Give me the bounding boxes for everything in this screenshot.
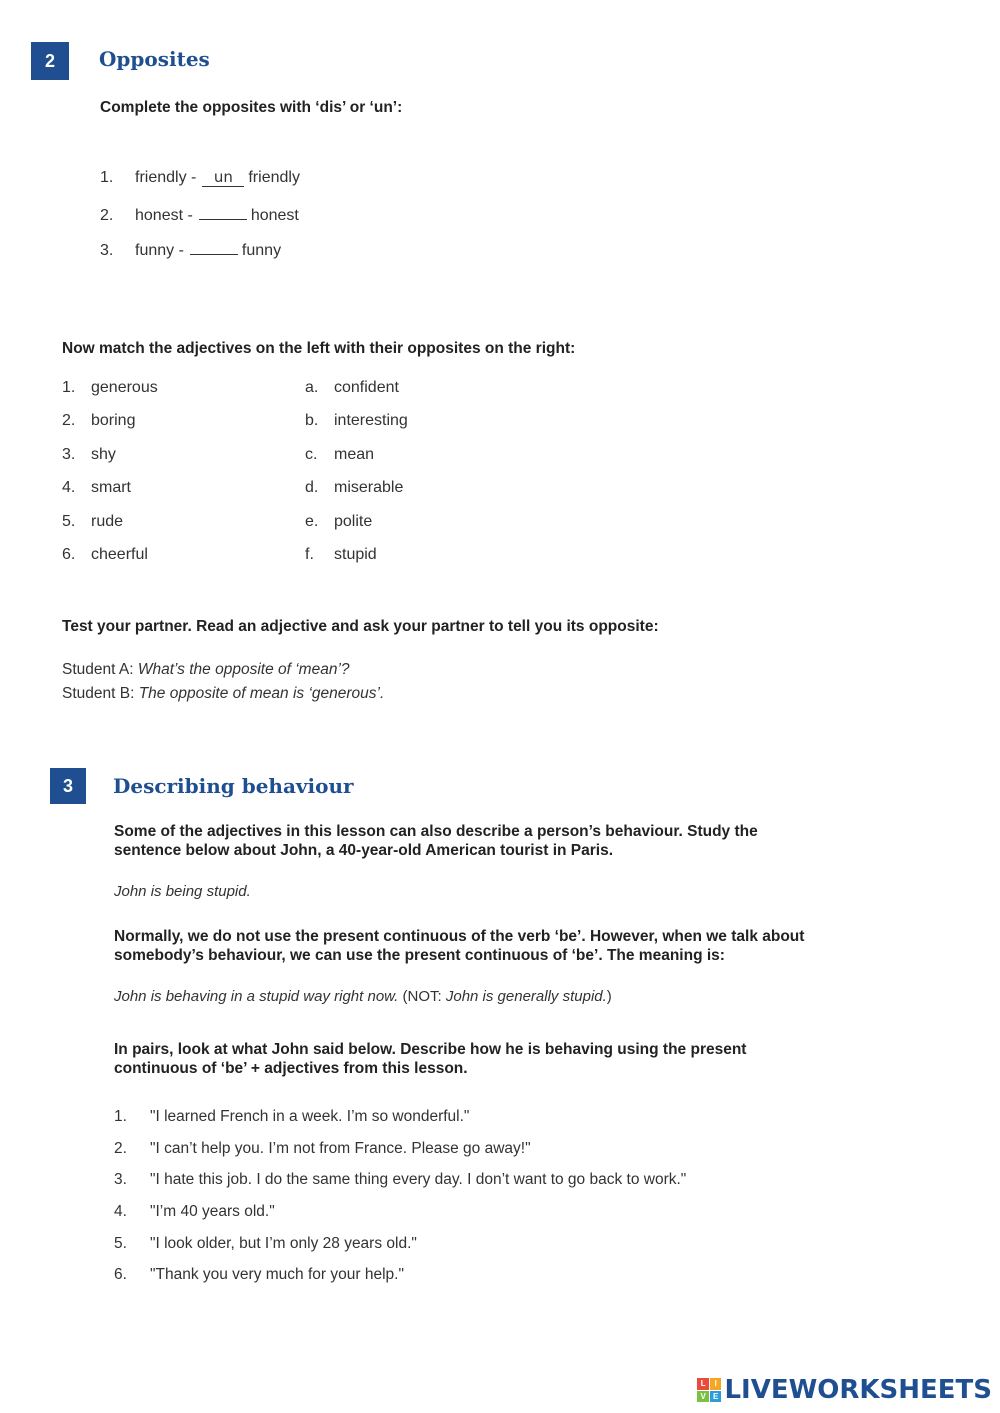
match-left-item	[62, 444, 116, 466]
fill-blank[interactable]	[190, 236, 238, 255]
dialog-speaker: Student B:	[62, 685, 135, 702]
fill-item-number: 1.	[100, 169, 114, 186]
match-left-word: boring	[91, 412, 136, 429]
section-3-number: 3	[50, 768, 86, 804]
match-left-number: 3.	[62, 446, 76, 463]
match-right-word: stupid	[334, 546, 377, 563]
match-instruction: Now match the adjectives on the left with their opposites on the right:	[62, 340, 576, 357]
fill-item-result: friendly	[248, 169, 300, 186]
quote-text: "I learned French in a week. I’m so wonderful."	[150, 1108, 470, 1125]
match-left-number: 4.	[62, 479, 76, 496]
dialog-text: What’s the opposite of ‘mean’?	[137, 661, 350, 678]
match-right-letter: e.	[305, 513, 319, 530]
grammar-note: Normally, we do not use the present continuous of the verb ‘be’. However, when we talk about somebody’s behaviour, we can use the present continuous of ‘be’. The meaning is:	[114, 928, 805, 964]
quote-item	[114, 1169, 686, 1191]
fill-item-result: funny	[241, 242, 282, 259]
dialog-line	[62, 682, 384, 706]
dialog-speaker: Student A:	[62, 661, 134, 678]
match-right-item	[305, 410, 408, 432]
quote-text: "I’m 40 years old."	[150, 1203, 275, 1220]
pairs-instruction: In pairs, look at what John said below. Describe how he is behaving using the present continuous of ‘be’ + adjectives from this lesson.	[114, 1041, 747, 1077]
match-right-item	[305, 511, 372, 533]
match-left-item	[62, 377, 158, 399]
quote-number: 1.	[114, 1108, 127, 1125]
quote-number: 2.	[114, 1140, 127, 1157]
fill-item-word: friendly -	[135, 169, 197, 186]
match-right-item	[305, 477, 403, 499]
liveworksheets-logo[interactable]	[697, 1375, 992, 1405]
quote-text: "I look older, but I’m only 28 years old."	[150, 1235, 417, 1252]
quote-item	[114, 1106, 469, 1128]
match-right-word: interesting	[334, 412, 408, 429]
meaning-close: )	[606, 988, 612, 1005]
section-2-number: 2	[31, 42, 69, 80]
match-left-number: 1.	[62, 379, 76, 396]
logo-tile: I	[710, 1378, 722, 1390]
quote-text: "I can’t help you. I’m not from France. Please go away!"	[150, 1140, 531, 1157]
meaning-not-italic: John is generally stupid.	[445, 988, 607, 1005]
fill-item	[100, 167, 300, 189]
quote-item	[114, 1138, 531, 1160]
behaviour-intro: Some of the adjectives in this lesson can also describe a person’s behaviour. Study the sentence below about John, a 40-year-old American tourist in Paris.	[114, 823, 758, 859]
match-right-item	[305, 377, 399, 399]
match-left-word: smart	[91, 479, 131, 496]
quote-number: 6.	[114, 1266, 127, 1283]
fill-instruction: Complete the opposites with ‘dis’ or ‘un’:	[100, 99, 403, 116]
fill-item	[100, 201, 299, 223]
match-right-word: polite	[334, 513, 373, 530]
match-left-word: cheerful	[91, 546, 148, 563]
quote-number: 5.	[114, 1235, 127, 1252]
match-left-number: 2.	[62, 412, 76, 429]
meaning-italic: John is behaving in a stupid way right now.	[114, 988, 399, 1005]
fill-blank[interactable]	[202, 168, 244, 187]
match-right-letter: f.	[305, 546, 314, 563]
match-left-number: 5.	[62, 513, 76, 530]
match-right-letter: d.	[305, 479, 319, 496]
quote-text: "I hate this job. I do the same thing every day. I don’t want to go back to work."	[150, 1171, 687, 1188]
match-left-number: 6.	[62, 546, 76, 563]
logo-tile: L	[697, 1378, 709, 1390]
match-right-item	[305, 444, 374, 466]
match-left-word: rude	[91, 513, 124, 530]
match-right-word: miserable	[334, 479, 404, 496]
fill-answer: un	[213, 168, 233, 186]
fill-blank[interactable]	[199, 201, 247, 220]
section-3-title: Describing behaviour	[113, 774, 354, 798]
match-right-letter: c.	[305, 446, 318, 463]
match-right-word: mean	[334, 446, 375, 463]
match-left-item	[62, 410, 135, 432]
meaning-sentence	[114, 988, 612, 1005]
match-left-item	[62, 544, 148, 566]
example-sentence: John is being stupid.	[114, 883, 251, 900]
match-right-letter: b.	[305, 412, 319, 429]
fill-item-word: funny -	[135, 242, 184, 259]
quote-item	[114, 1233, 417, 1255]
fill-item-result: honest	[250, 207, 299, 224]
test-instruction: Test your partner. Read an adjective and ask your partner to tell you its opposite:	[62, 618, 659, 635]
section-2-title: Opposites	[99, 47, 210, 71]
match-left-item	[62, 511, 123, 533]
logo-tile: V	[697, 1391, 709, 1403]
meaning-not: (NOT:	[402, 988, 442, 1005]
logo-tile: E	[710, 1391, 722, 1403]
logo-text: LIVEWORKSHEETS	[724, 1375, 992, 1405]
dialog-text: The opposite of mean is ‘generous’.	[138, 685, 385, 702]
match-left-word: generous	[91, 379, 158, 396]
match-left-item	[62, 477, 131, 499]
quote-item	[114, 1264, 404, 1286]
match-right-letter: a.	[305, 379, 319, 396]
fill-item	[100, 236, 281, 258]
fill-item-number: 2.	[100, 207, 114, 224]
dialog	[62, 658, 384, 706]
fill-item-number: 3.	[100, 242, 114, 259]
match-right-item	[305, 544, 377, 566]
quote-number: 3.	[114, 1171, 127, 1188]
quote-text: "Thank you very much for your help."	[150, 1266, 404, 1283]
match-right-word: confident	[334, 379, 399, 396]
dialog-line	[62, 658, 384, 682]
quote-number: 4.	[114, 1203, 127, 1220]
match-left-word: shy	[91, 446, 116, 463]
logo-tiles-icon	[697, 1378, 721, 1402]
quote-item	[114, 1201, 275, 1223]
fill-item-word: honest -	[135, 207, 193, 224]
